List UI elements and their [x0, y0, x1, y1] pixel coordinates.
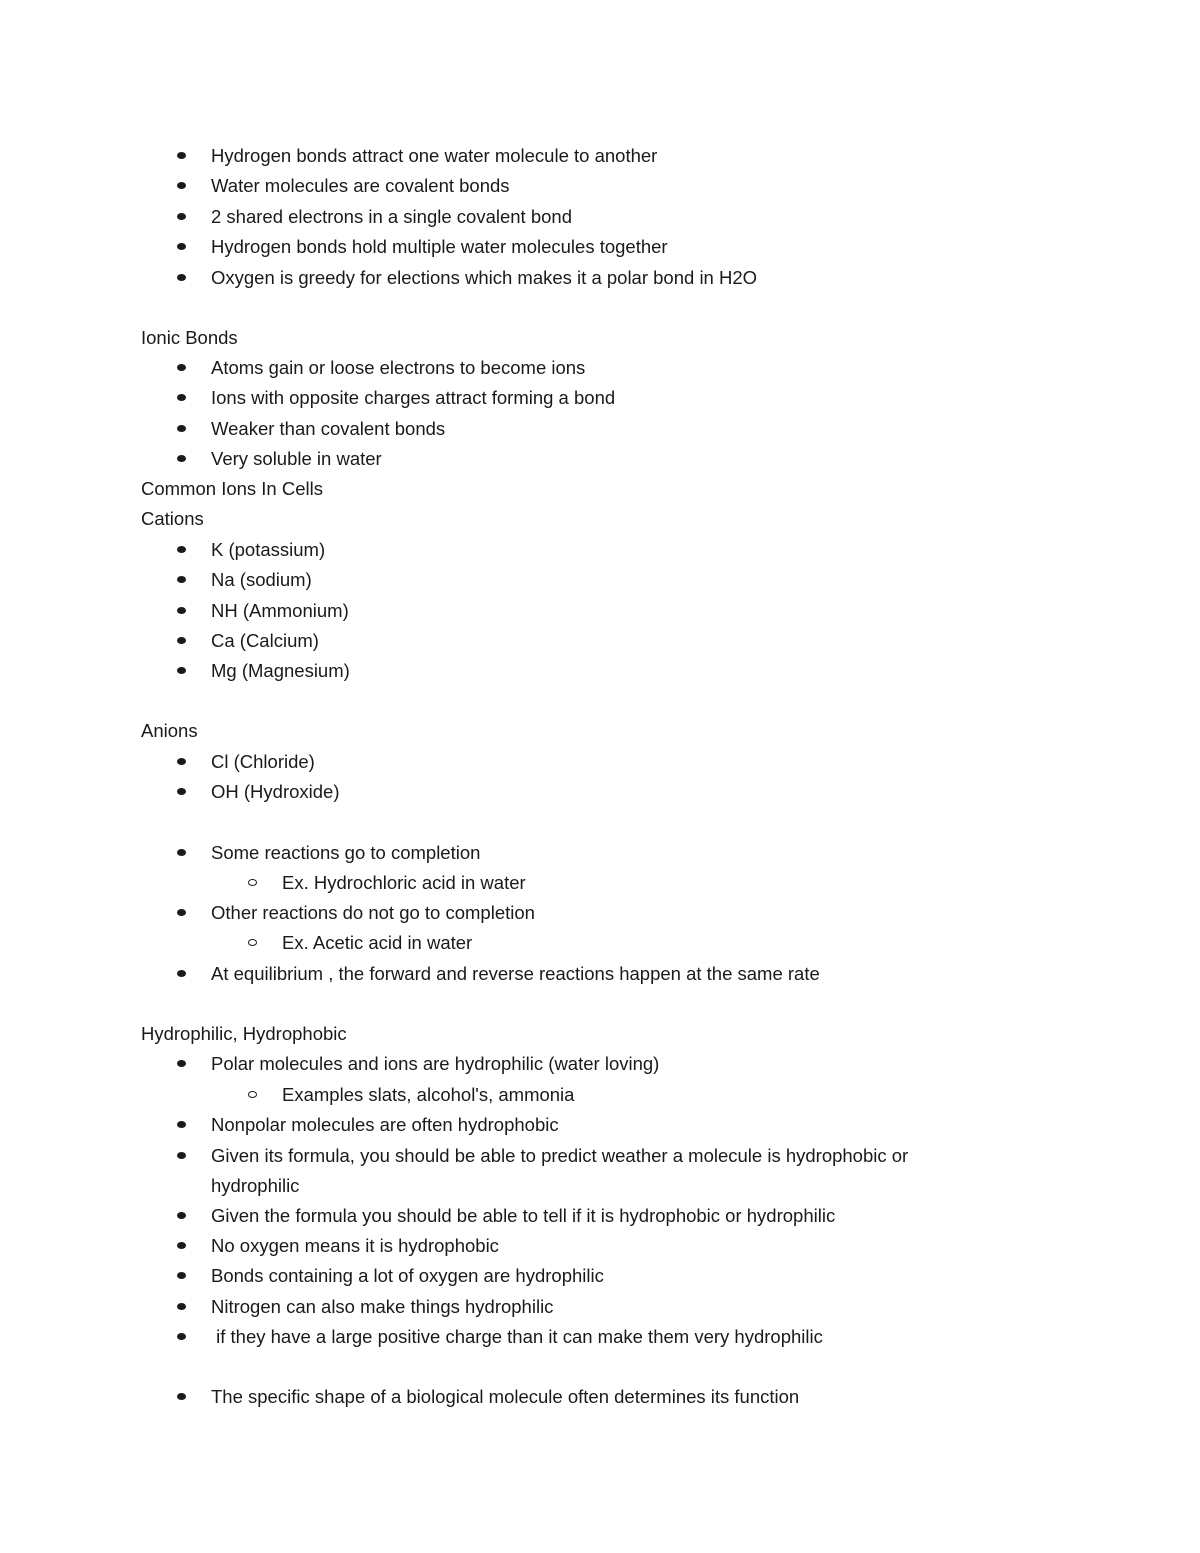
bullet-icon [177, 213, 186, 220]
bullet-icon [177, 970, 186, 977]
bullet-item: Given the formula you should be able to tell if it is hydrophobic or hydrophilic [211, 1205, 836, 1226]
bullet-item: Other reactions do not go to completion [211, 902, 535, 923]
bullet-item: 2 shared electrons in a single covalent bond [211, 206, 572, 227]
bullet-item: Mg (Magnesium) [211, 660, 350, 681]
bullet-item: Na (sodium) [211, 569, 312, 590]
bullet-icon [177, 394, 186, 401]
bullet-icon [177, 243, 186, 250]
section-heading: Common Ions In Cells [141, 478, 323, 499]
bullet-item: Bonds containing a lot of oxygen are hydrophilic [211, 1265, 604, 1286]
bullet-icon [177, 1303, 186, 1310]
bullet-icon [177, 1333, 186, 1340]
sub-bullet-icon [248, 879, 257, 886]
bullet-icon [177, 1393, 186, 1400]
bullet-item: At equilibrium , the forward and reverse reactions happen at the same rate [211, 963, 820, 984]
bullet-item: No oxygen means it is hydrophobic [211, 1235, 499, 1256]
bullet-item: The specific shape of a biological molecule often determines its function [211, 1386, 800, 1407]
bullet-item: Nitrogen can also make things hydrophilic [211, 1296, 554, 1317]
bullet-icon [177, 546, 186, 553]
bullet-icon [177, 637, 186, 644]
bullet-icon [177, 909, 186, 916]
bullet-item: NH (Ammonium) [211, 600, 349, 621]
section-heading: Hydrophilic, Hydrophobic [141, 1023, 347, 1044]
bullet-icon [177, 364, 186, 371]
sub-bullet-item: Ex. Acetic acid in water [282, 932, 473, 953]
sub-bullet-icon [248, 1091, 257, 1098]
bullet-item: Ca (Calcium) [211, 630, 319, 651]
bullet-item: Atoms gain or loose electrons to become ions [211, 357, 586, 378]
section-heading: Cations [141, 508, 204, 529]
bullet-item: Polar molecules and ions are hydrophilic (water loving) [211, 1053, 660, 1074]
sub-bullet-icon [248, 939, 257, 946]
bullet-item: Given its formula, you should be able to predict weather a molecule is hydrophobic or [211, 1145, 909, 1166]
bullet-item: Water molecules are covalent bonds [211, 175, 510, 196]
bullet-icon [177, 758, 186, 765]
bullet-item: Weaker than covalent bonds [211, 418, 446, 439]
bullet-icon [177, 1242, 186, 1249]
bullet-icon [177, 849, 186, 856]
bullet-icon [177, 1152, 186, 1159]
bullet-item: Very soluble in water [211, 448, 382, 469]
bullet-icon [177, 182, 186, 189]
section-heading: Anions [141, 720, 198, 741]
bullet-icon [177, 1121, 186, 1128]
bullet-icon [177, 152, 186, 159]
bullet-item: K (potassium) [211, 539, 326, 560]
bullet-icon [177, 788, 186, 795]
bullet-icon [177, 455, 186, 462]
bullet-item: Nonpolar molecules are often hydrophobic [211, 1114, 559, 1135]
bullet-item: if they have a large positive charge than it can make them very hydrophilic [211, 1326, 823, 1347]
bullet-item: Hydrogen bonds attract one water molecule to another [211, 145, 658, 166]
sub-bullet-item: Ex. Hydrochloric acid in water [282, 872, 526, 893]
bullet-icon [177, 607, 186, 614]
section-heading: Ionic Bonds [141, 327, 238, 348]
sub-bullet-item: Examples slats, alcohol's, ammonia [282, 1084, 575, 1105]
bullet-item-continuation: hydrophilic [211, 1175, 300, 1196]
bullet-icon [177, 274, 186, 281]
bullet-icon [177, 1212, 186, 1219]
bullet-icon [177, 1060, 186, 1067]
bullet-icon [177, 425, 186, 432]
bullet-item: Oxygen is greedy for elections which makes it a polar bond in H2O [211, 267, 758, 288]
bullet-item: Ions with opposite charges attract forming a bond [211, 387, 616, 408]
bullet-item: OH (Hydroxide) [211, 781, 340, 802]
bullet-item: Hydrogen bonds hold multiple water molecules together [211, 236, 668, 257]
bullet-icon [177, 1272, 186, 1279]
bullet-item: Cl (Chloride) [211, 751, 315, 772]
bullet-icon [177, 667, 186, 674]
bullet-item: Some reactions go to completion [211, 842, 481, 863]
bullet-icon [177, 576, 186, 583]
